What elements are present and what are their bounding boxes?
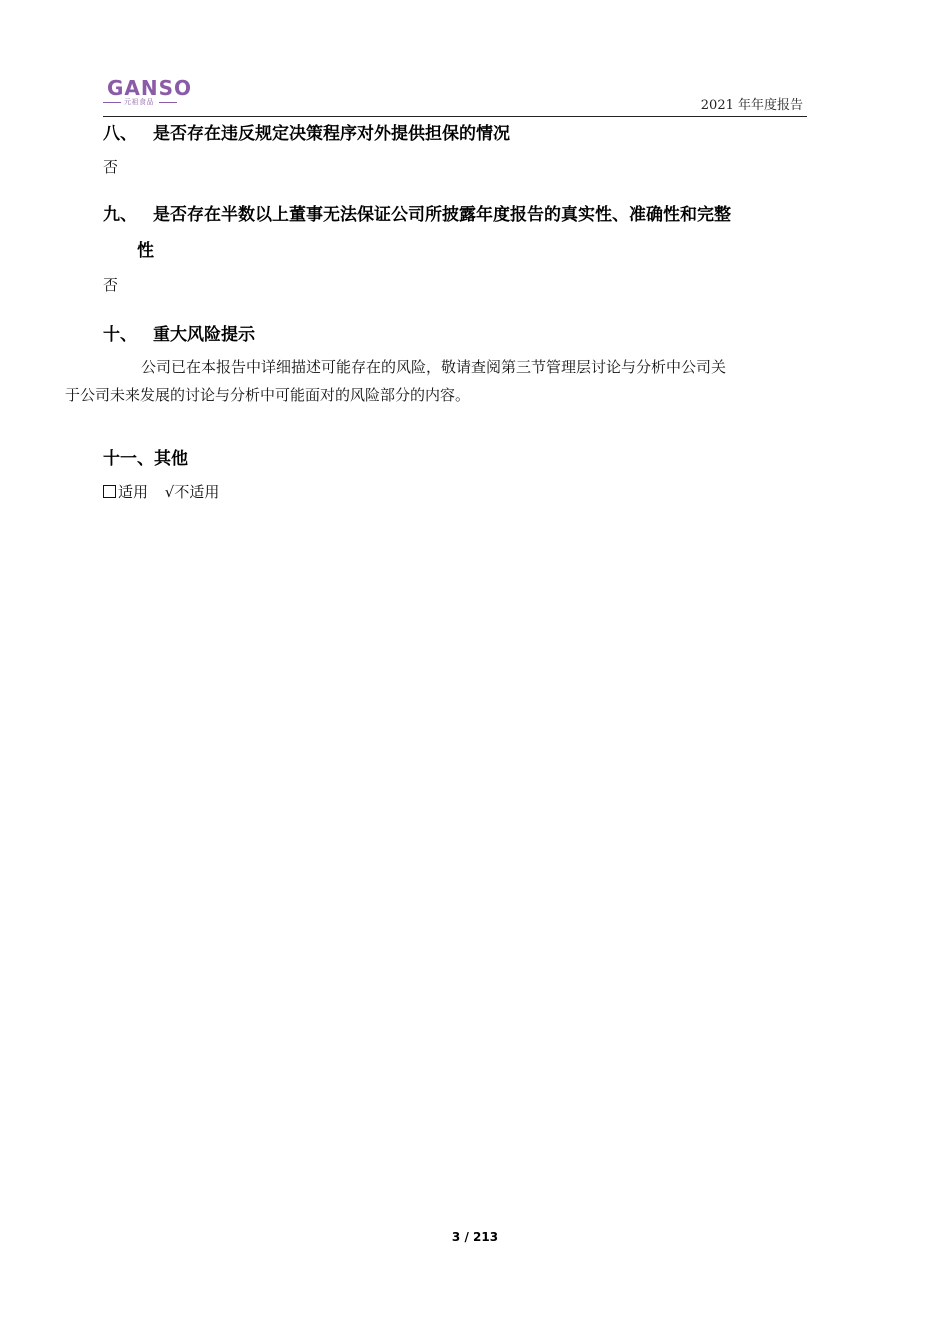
section-10-heading: [103, 320, 255, 345]
paragraph-line: 于公司未来发展的讨论与分析中可能面对的风险部分的内容。: [65, 386, 471, 404]
company-logo: [103, 70, 193, 110]
section-number: 八、: [103, 124, 137, 144]
section-8-heading: [103, 119, 510, 144]
option-applicable-label: 适用: [118, 483, 149, 501]
logo-subtext: 元祖食品: [124, 98, 154, 106]
page-header: [103, 70, 807, 117]
report-title: 2021 年年度报告: [700, 98, 803, 113]
section-10-paragraph: [65, 353, 803, 409]
checkbox-empty-icon: [103, 485, 116, 498]
section-number: 九、: [103, 205, 137, 225]
section-number: 十、: [103, 325, 137, 345]
checkmark-icon: √: [164, 483, 175, 501]
section-11-heading: 十一、其他: [103, 449, 188, 469]
section-9-heading: [103, 200, 731, 225]
logo-wordmark: GANSO: [107, 76, 193, 100]
section-8-answer: 否: [103, 158, 119, 176]
section-9-answer: 否: [103, 276, 119, 294]
paragraph-line: 公司已在本报告中详细描述可能存在的风险，敬请查阅第三节管理层讨论与分析中公司关: [141, 358, 727, 376]
section-9-heading-cont: 性: [137, 241, 154, 261]
section-11-options: [103, 481, 219, 502]
logo-tagline: [103, 97, 179, 107]
section-title: 重大风险提示: [153, 325, 255, 345]
section-title: 是否存在违反规定决策程序对外提供担保的情况: [153, 124, 510, 144]
section-title: 是否存在半数以上董事无法保证公司所披露年度报告的真实性、准确性和完整: [153, 205, 731, 225]
page-number: 3 / 213: [451, 1230, 499, 1244]
option-not-applicable-label: 不适用: [174, 483, 220, 501]
